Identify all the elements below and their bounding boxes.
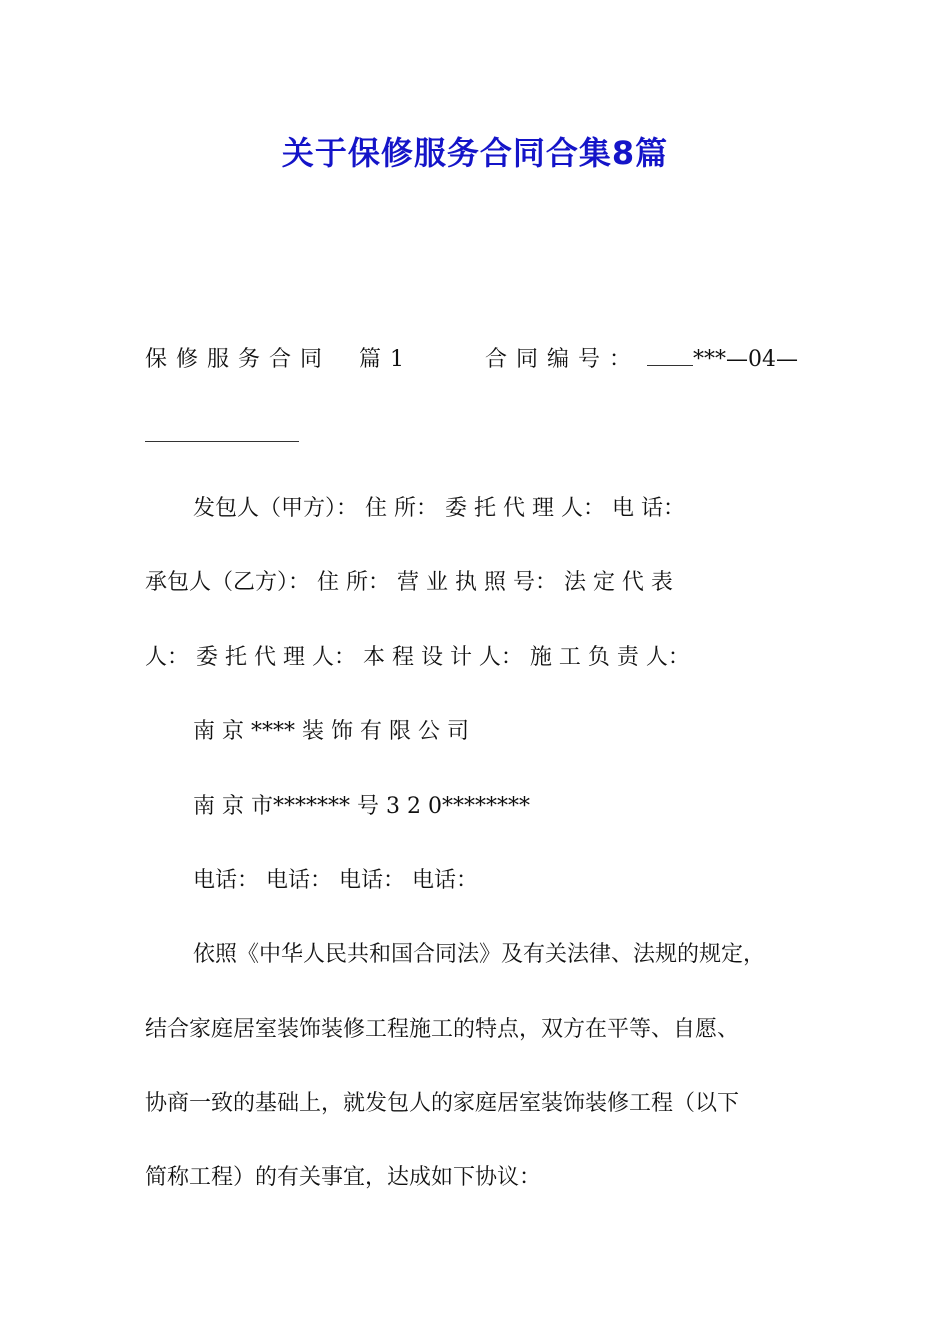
body-line-1: 依照《中华人民共和国合同法》及有关法律、法规的规定， — [193, 942, 766, 967]
party-b-line-2: 人： 委 托 代 理 人： 本 程 设 计 人： 施 工 负 责 人： — [145, 645, 690, 670]
section-label: 篇1 — [359, 347, 414, 372]
document-title: 关于保修服务合同合集8篇 — [281, 134, 669, 172]
body-line-4: 简称工程）的有关事宜，达成如下协议： — [145, 1165, 542, 1190]
body-line-2: 结合家庭居室装饰装修工程施工的特点，双方在平等、自愿、 — [145, 1017, 740, 1042]
contract-number-value: ***—04— — [693, 347, 799, 372]
phone-line: 电话： 电话： 电话： 电话： — [193, 868, 478, 893]
contract-label: 保修服务合同 — [145, 347, 332, 372]
contract-number-label: 合同编号： — [485, 347, 641, 372]
contract-number-blank — [647, 345, 693, 366]
contract-number-underline — [145, 441, 299, 442]
contract-header-line — [145, 345, 798, 375]
company-name: 南 京 **** 装 饰 有 限 公 司 — [193, 719, 469, 744]
party-b-line-1: 承包人（乙方）： 住 所： 营 业 执 照 号： 法 定 代 表 — [145, 570, 673, 595]
party-a-line: 发包人（甲方）： 住 所： 委 托 代 理 人： 电 话： — [193, 496, 685, 521]
company-address: 南 京 市******* 号 3 2 0******** — [193, 794, 530, 819]
body-line-3: 协商一致的基础上，就发包人的家庭居室装饰装修工程（以下 — [145, 1091, 740, 1116]
